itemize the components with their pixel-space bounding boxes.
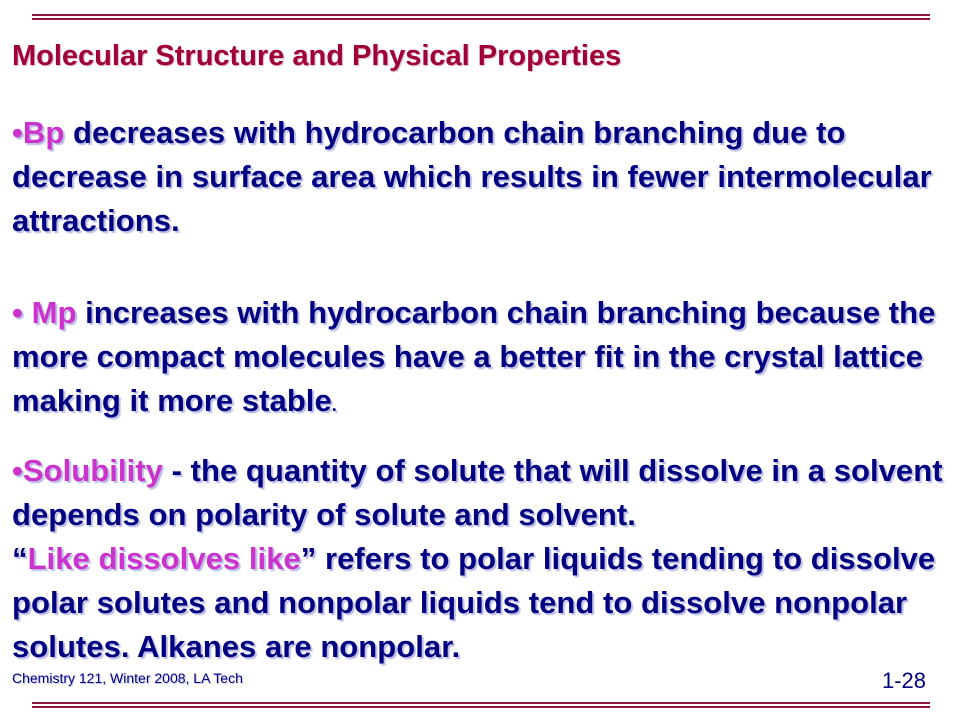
mp-text: increases with hydrocarbon chain branching because the more compact molecules have a better fit in the crystal lattice making it more stable <box>12 295 936 418</box>
solubility-paragraph <box>12 449 947 669</box>
bullet: • <box>12 115 23 150</box>
solubility-text-2: refers to polar liquids tending to dissolve polar solutes and nonpolar liquids tend to dissolve nonpolar solutes. Alkanes are nonpolar. <box>12 541 936 664</box>
bp-term: Bp <box>22 115 65 150</box>
bp-text: decreases with hydrocarbon chain branching due to decrease in surface area which results in fewer intermolecular attractions. <box>12 115 932 238</box>
like-dissolves-like: Like dissolves like <box>27 541 301 576</box>
slide-number: 1-28 <box>881 668 926 693</box>
bottom-divider <box>32 702 930 708</box>
open-quote: “ <box>12 541 28 576</box>
course-footer: Chemistry 121, Winter 2008, LA Tech <box>12 670 243 686</box>
slide-title: Molecular Structure and Physical Properties <box>12 40 622 72</box>
solubility-text: - the quantity of solute that will dissolve in a solvent depends on polarity of solute and solvent. <box>12 453 943 532</box>
solubility-term: Solubility <box>22 453 163 488</box>
bullet: • <box>12 453 23 488</box>
mp-end: . <box>331 395 337 415</box>
mp-term: Mp <box>31 295 77 330</box>
bullet: • <box>12 295 32 330</box>
top-divider <box>32 14 930 20</box>
bp-paragraph <box>12 111 947 243</box>
close-quote: ” <box>300 541 317 576</box>
mp-paragraph <box>12 291 947 427</box>
